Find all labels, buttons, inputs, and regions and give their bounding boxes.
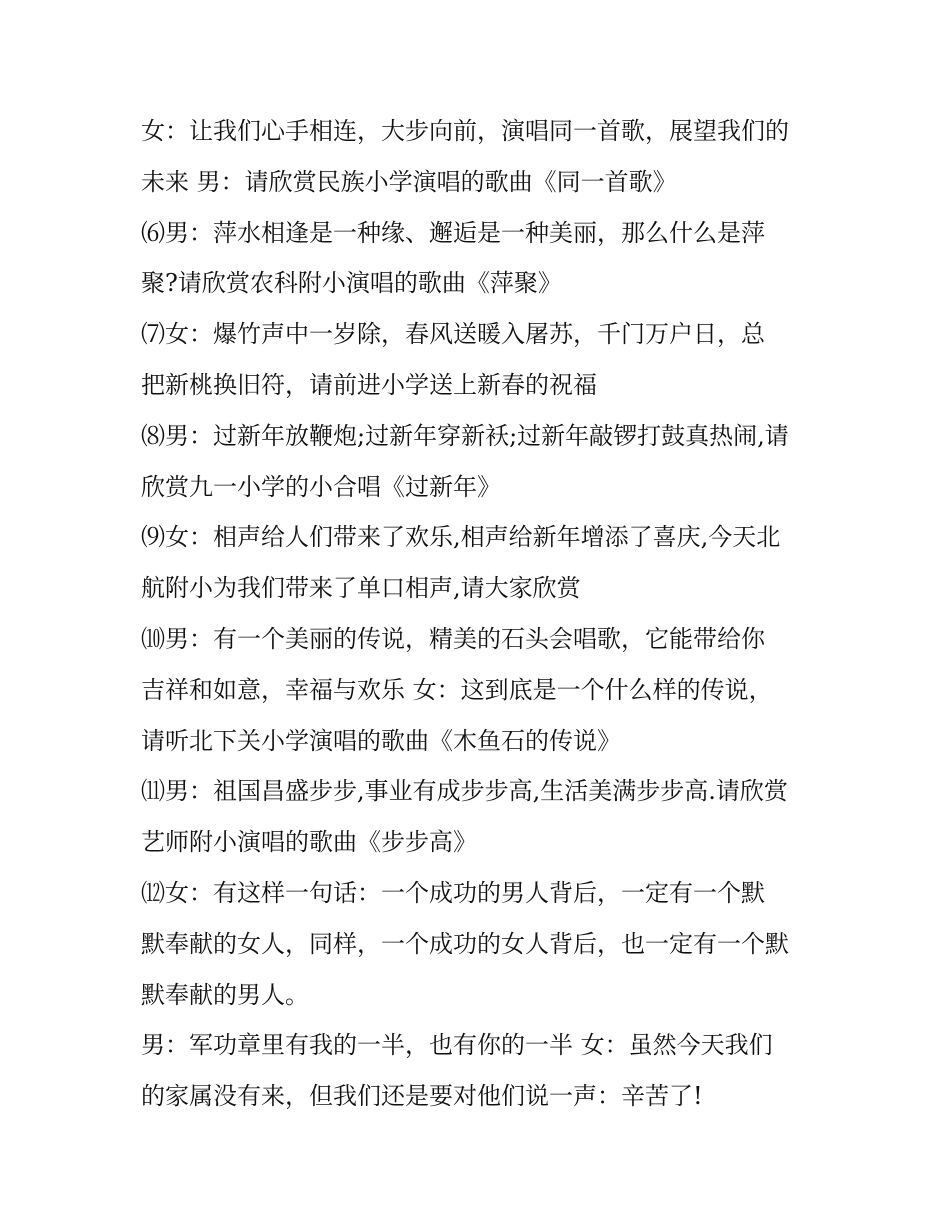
text-line-13: 请听北下关小学演唱的歌曲《木鱼石的传说》 xyxy=(141,726,621,755)
script-text-block xyxy=(141,106,831,1122)
text-line-19: 男：军功章里有我的一半，也有你的一半 女：虽然今天我们 xyxy=(141,1031,773,1060)
text-line-18: 默奉献的男人。 xyxy=(141,980,309,1009)
text-line-4: 聚?请欣赏农科附小演唱的歌曲《萍聚》 xyxy=(141,269,562,298)
text-line-17: 默奉献的女人，同样，一个成功的女人背后，也一定有一个默 xyxy=(141,929,789,958)
text-line-9: ⑼女：相声给人们带来了欢乐,相声给新年增添了喜庆,今天北 xyxy=(141,523,781,552)
text-line-16: ⑿女：有这样一句话：一个成功的男人背后，一定有一个默 xyxy=(141,878,765,907)
text-line-10: 航附小为我们带来了单口相声,请大家欣赏 xyxy=(141,574,581,603)
text-line-1: 女：让我们心手相连，大步向前，演唱同一首歌，展望我们的 xyxy=(141,117,789,145)
text-line-11: ⑽男：有一个美丽的传说，精美的石头会唱歌，它能带给你 xyxy=(141,624,765,653)
text-line-15: 艺师附小演唱的歌曲《步步高》 xyxy=(141,828,477,857)
text-line-8: 欣赏九一小学的小合唱《过新年》 xyxy=(141,472,501,501)
text-line-12: 吉祥和如意，幸福与欢乐 女：这到底是一个什么样的传说， xyxy=(141,675,773,704)
text-line-14: ⑾男：祖国昌盛步步,事业有成步步高,生活美满步步高.请欣赏 xyxy=(141,777,788,806)
text-line-20: 的家属没有来，但我们还是要对他们说一声：辛苦了! xyxy=(141,1082,703,1111)
text-line-5: ⑺女：爆竹声中一岁除，春风送暖入屠苏，千门万户日，总 xyxy=(141,320,765,349)
text-line-3: ⑹男：萍水相逢是一种缘、邂逅是一种美丽，那么什么是萍 xyxy=(141,218,765,247)
text-line-6: 把新桃换旧符，请前进小学送上新春的祝福 xyxy=(141,370,597,399)
text-line-2: 未来 男：请欣赏民族小学演唱的歌曲《同一首歌》 xyxy=(141,167,677,196)
text-line-7: ⑻男：过新年放鞭炮;过新年穿新袄;过新年敲锣打鼓真热闹,请 xyxy=(141,421,789,450)
